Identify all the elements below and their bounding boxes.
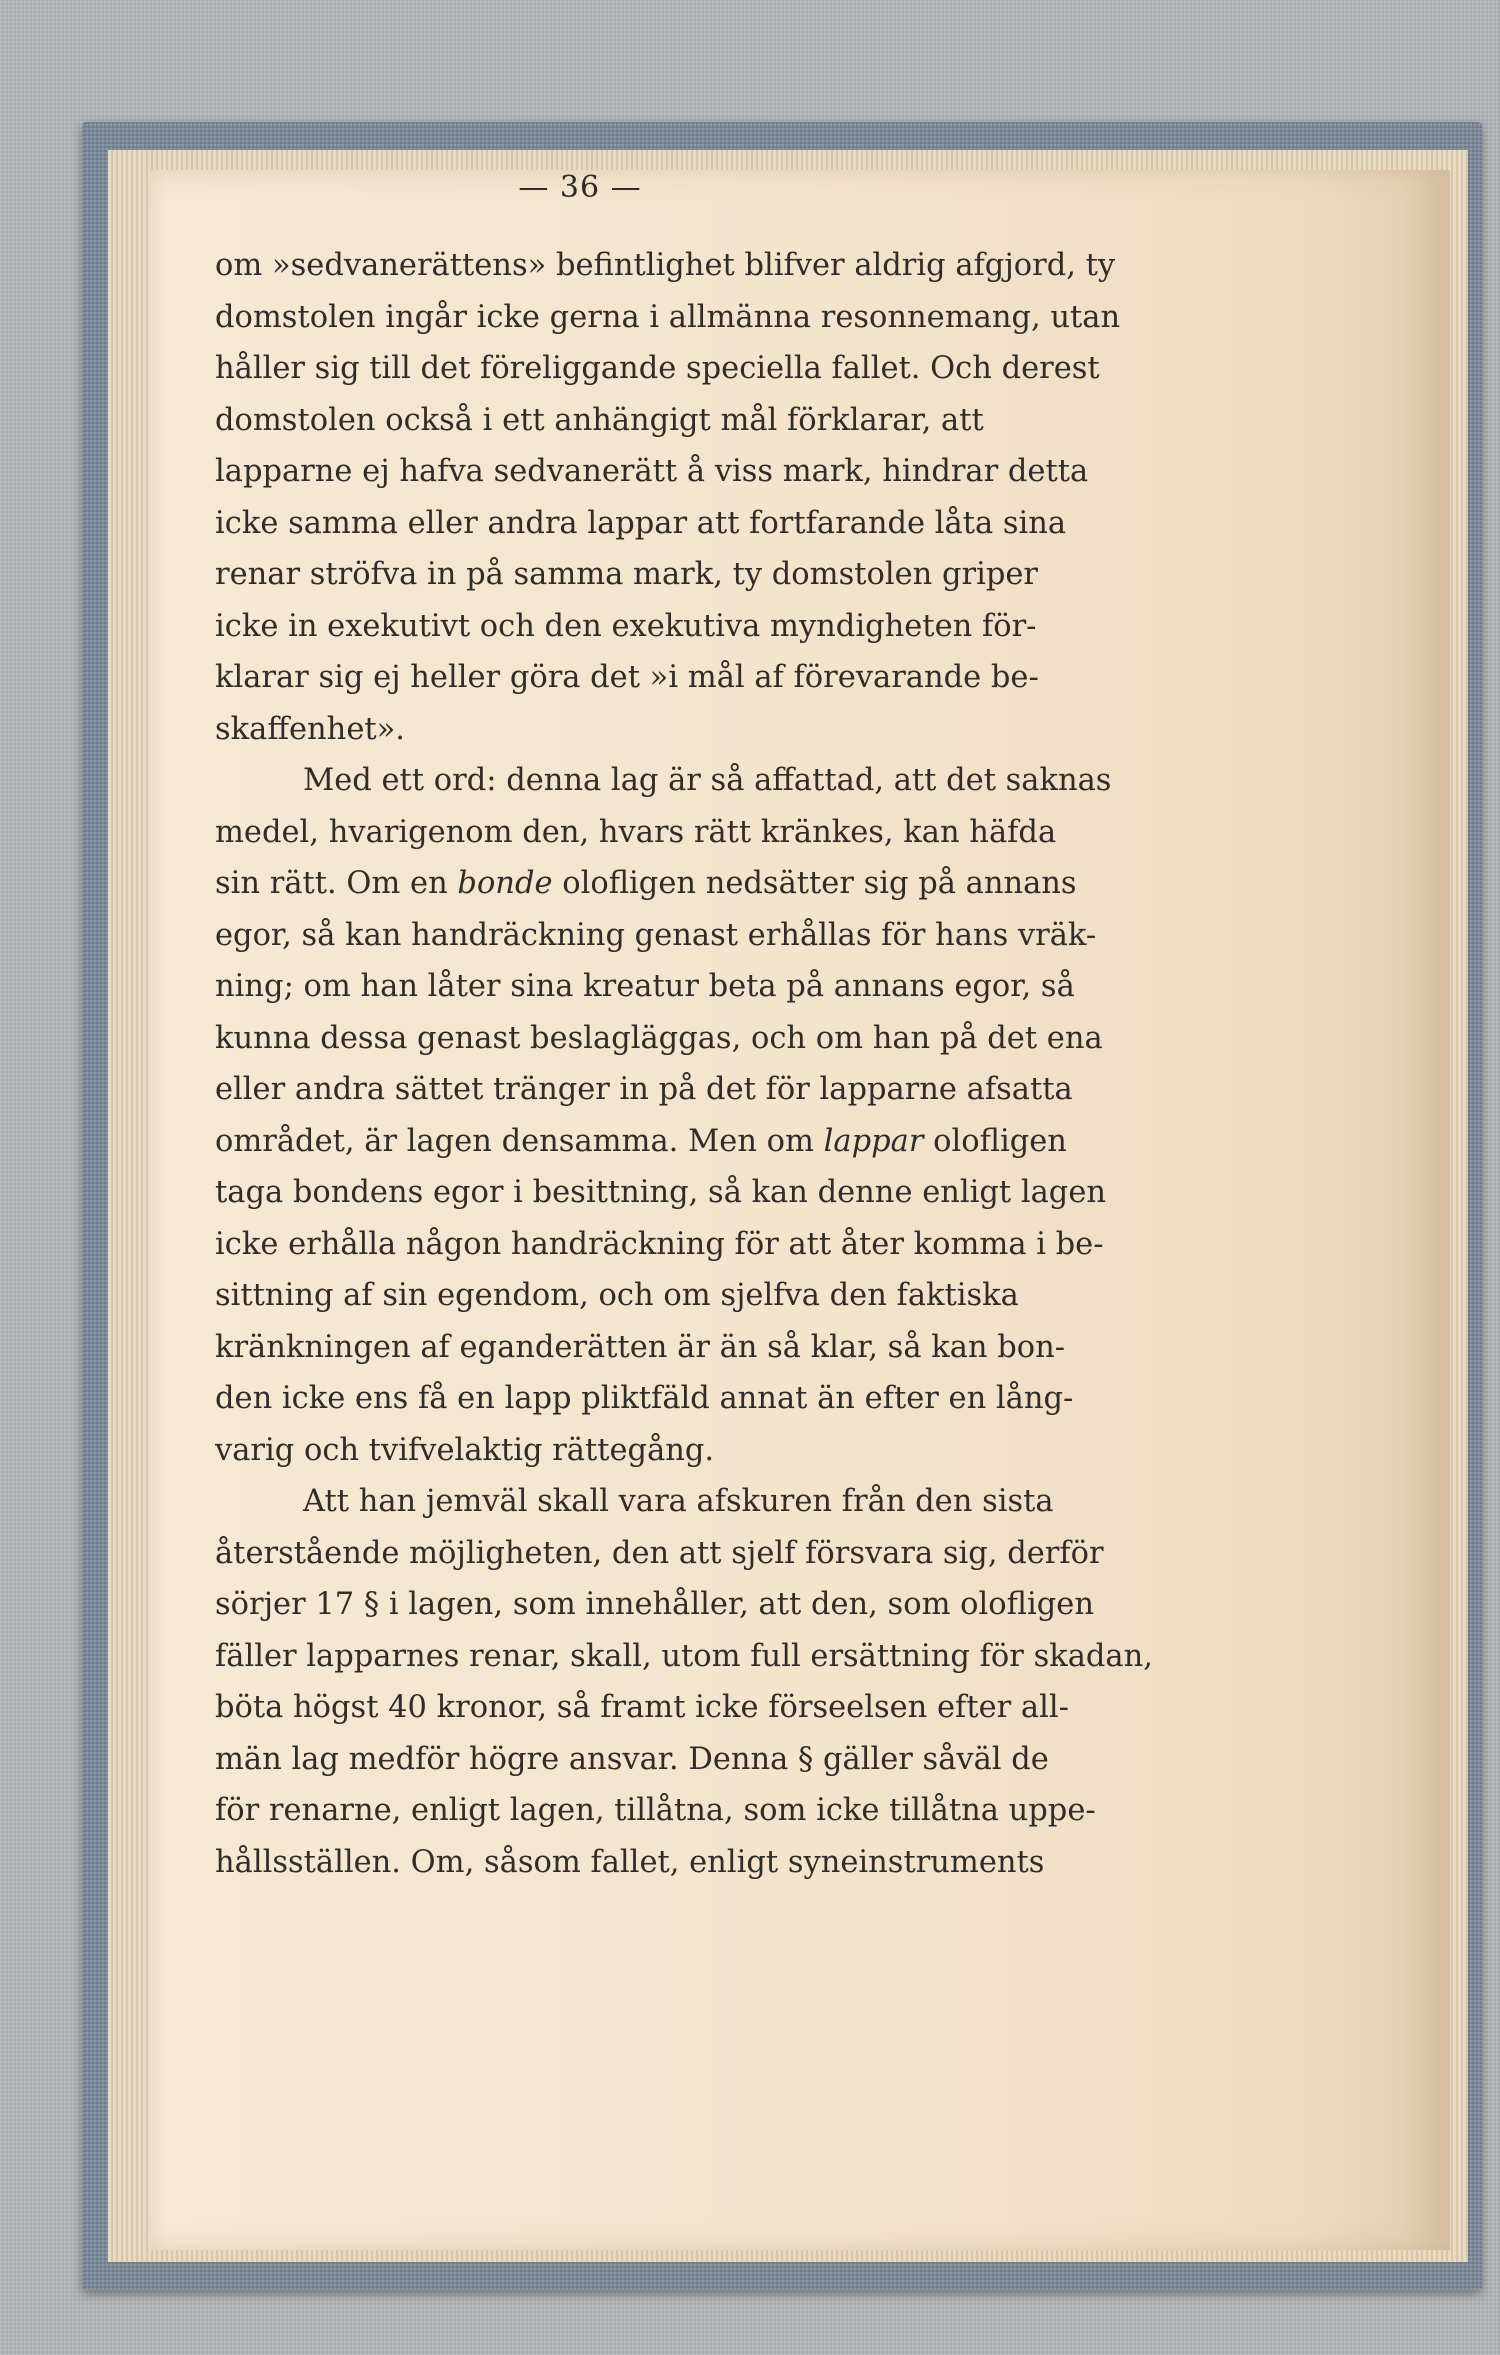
text-line: sittning af sin egendom, och om sjelfva den faktiska	[215, 1278, 1019, 1313]
text-line: renar ströfva in på samma mark, ty domstolen griper	[215, 557, 1039, 592]
text-line: ning; om han låter sina kreatur beta på annans egor, så	[215, 969, 1075, 1004]
text-line: domstolen ingår icke gerna i allmänna resonnemang, utan	[215, 299, 1121, 335]
text-segment: området, är lagen densamma. Men om	[215, 1123, 824, 1159]
text-line: kränkningen af eganderätten är än så klar, så kan bon-	[215, 1329, 1066, 1365]
text-line: icke erhålla någon handräckning för att åter komma i be-	[215, 1226, 1104, 1262]
text-segment: olofligen nedsätter sig på annans	[552, 866, 1077, 901]
italic-word: bonde	[457, 866, 553, 901]
text-line: den icke ens få en lapp pliktfäld annat än efter en lång-	[215, 1381, 1074, 1416]
text-line: Med ett ord: denna lag är så affattad, att det saknas	[303, 763, 1112, 798]
text-line: Att han jemväl skall vara afskuren från den sista	[303, 1484, 1054, 1519]
text-line	[215, 1116, 1067, 1168]
page-text	[215, 240, 1153, 1888]
text-segment: olofligen	[923, 1123, 1067, 1159]
text-line: medel, hvarigenom den, hvars rätt kränkes, kan häfda	[215, 814, 1057, 850]
text-line: lapparne ej hafva sedvanerätt å viss mark, hindrar detta	[215, 454, 1089, 489]
italic-word: lappar	[823, 1123, 924, 1159]
text-line: eller andra sättet tränger in på det för lapparne afsatta	[215, 1072, 1073, 1107]
text-line: varig och tvifvelaktig rättegång.	[215, 1432, 715, 1468]
text-line: män lag medför högre ansvar. Denna § gäller såväl de	[215, 1741, 1049, 1777]
text-line: taga bondens egor i besittning, så kan denne enligt lagen	[215, 1175, 1107, 1210]
text-line: böta högst 40 kronor, så framt icke förseelsen efter all-	[215, 1690, 1069, 1725]
text-line: för renarne, enligt lagen, tillåtna, som icke tillåtna uppe-	[215, 1793, 1096, 1828]
text-line: skaffenhet».	[215, 711, 405, 747]
text-line	[215, 858, 1077, 910]
text-line: icke samma eller andra lappar att fortfarande låta sina	[215, 505, 1067, 541]
text-line: icke in exekutivt och den exekutiva myndigheten för-	[215, 608, 1037, 644]
text-line: klarar sig ej heller göra det »i mål af förevarande be-	[215, 660, 1039, 695]
text-line: återstående möjligheten, den att sjelf försvara sig, derför	[215, 1535, 1104, 1571]
text-line: sörjer 17 § i lagen, som innehåller, att den, som olofligen	[215, 1587, 1094, 1622]
text-line: håller sig till det föreliggande speciella fallet. Och derest	[215, 351, 1100, 386]
text-line: om »sedvanerättens» befintlighet blifver aldrig afgjord, ty	[215, 248, 1116, 283]
text-line: fäller lapparnes renar, skall, utom full ersättning för skadan,	[215, 1638, 1153, 1674]
text-line: egor, så kan handräckning genast erhållas för hans vräk-	[215, 917, 1097, 953]
page-number: — 36 —	[518, 170, 642, 205]
text-line: domstolen också i ett anhängigt mål förklarar, att	[215, 402, 984, 438]
text-line: hållsställen. Om, såsom fallet, enligt syneinstruments	[215, 1844, 1045, 1880]
text-line: kunna dessa genast beslagläggas, och om han på det ena	[215, 1020, 1103, 1056]
text-segment: sin rätt. Om en	[215, 866, 458, 901]
